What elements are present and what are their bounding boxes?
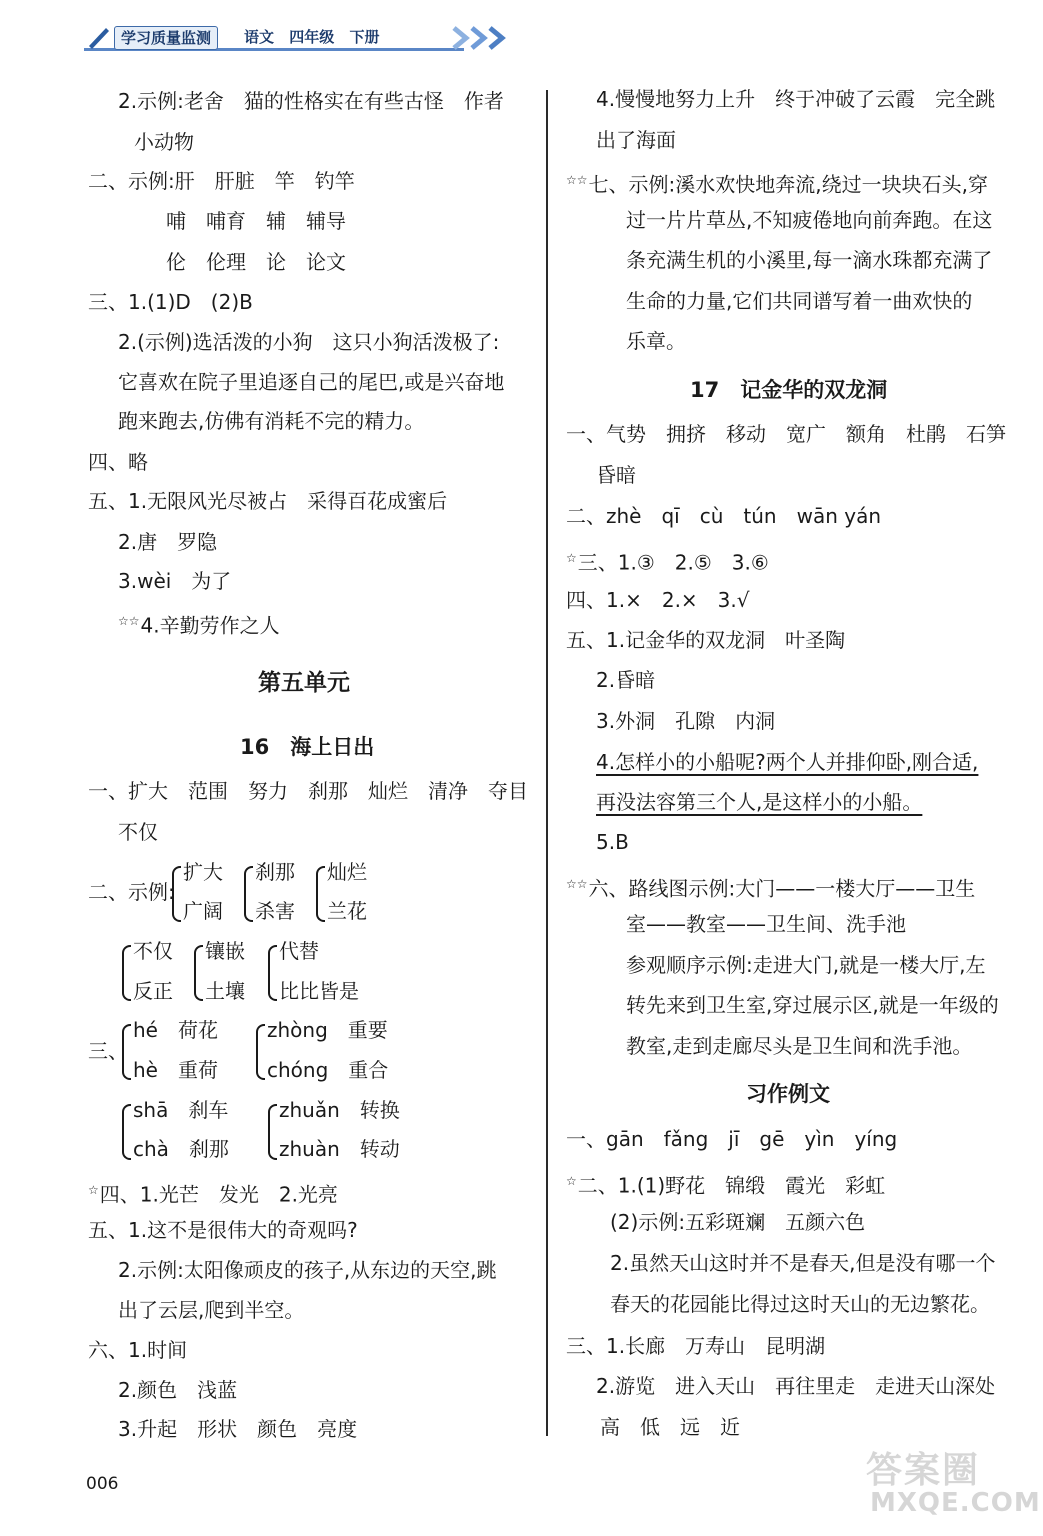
answer-line: 一、气势 拥挤 移动 宽广 额角 杜鹃 石笋: [566, 422, 1006, 446]
answer-line: 2.示例:老舍 猫的性格实在有些古怪 作者: [118, 89, 504, 113]
answer-line: ☆二、1.(1)野花 锦缎 霞光 彩虹: [566, 1173, 886, 1198]
answer-line: 2.示例:太阳像顽皮的孩子,从东边的天空,跳: [118, 1258, 497, 1282]
answer-line: 五、1.记金华的双龙洞 叶圣陶: [566, 628, 846, 652]
answer-line: 小动物: [134, 130, 194, 154]
answer-line: 五、1.这不是很伟大的奇观吗?: [88, 1218, 358, 1242]
answer-line: 高 低 远 近: [600, 1415, 740, 1439]
answer-line: 3.wèi 为了: [118, 569, 232, 593]
underlined-answer: 4.怎样小的小船呢?两个人并排仰卧,刚合适,: [596, 750, 979, 774]
page-number: 006: [86, 1474, 119, 1494]
brace: [268, 945, 277, 1001]
pinyin-word: zhuàn 转动: [279, 1137, 400, 1161]
brace: [194, 945, 203, 1001]
answer-line: 四、1.× 2.× 3.√: [566, 588, 750, 612]
answer-line: 教室,走到走廊尽头是卫生间和洗手池。: [626, 1034, 973, 1058]
answer-line: 三、1.(1)D (2)B: [88, 290, 253, 314]
pinyin-word: shā 刹车: [133, 1098, 229, 1122]
brace: [256, 1024, 265, 1080]
answer-line: 一、gān fǎng jī gē yìn yíng: [566, 1127, 898, 1151]
answer-line: 二、示例:: [88, 880, 175, 904]
word: 反正: [133, 979, 173, 1003]
pinyin-word: hè 重荷: [133, 1058, 218, 1082]
star-mark: ☆: [88, 1183, 99, 1197]
unit-title: 第五单元: [258, 670, 350, 696]
answer-line: ☆☆七、示例:溪水欢快地奔流,绕过一块块石头,穿: [566, 172, 988, 197]
answer-line: 生命的力量,它们共同谱写着一曲欢快的: [626, 289, 973, 313]
answer-line: 参观顺序示例:走进大门,就是一楼大厅,左: [626, 953, 986, 977]
answer-line: ☆三、1.③ 2.⑤ 3.⑥: [566, 550, 769, 575]
chevrons-icon: [452, 24, 522, 52]
answer-line: ☆☆六、路线图示例:大门——一楼大厅——卫生: [566, 876, 976, 901]
answer-line: 三、: [88, 1039, 128, 1063]
answer-line: 5.B: [596, 830, 629, 854]
brace: [172, 866, 181, 922]
book-info: 语文 四年级 下册: [244, 28, 380, 46]
answer-line: 哺 哺育 辅 辅导: [166, 209, 346, 233]
star-mark: ☆☆: [118, 614, 140, 628]
brace: [122, 1104, 131, 1160]
pen-icon: [86, 24, 112, 50]
answer-line: 2.游览 进入天山 再往里走 走进天山深处: [596, 1374, 996, 1398]
word: 扩大: [183, 860, 223, 884]
section-title: 习作例文: [746, 1082, 830, 1106]
brace: [244, 866, 253, 922]
answer-line: 二、示例:肝 肝脏 竿 钓竿: [88, 169, 355, 193]
answer-line: 3.升起 形状 颜色 亮度: [118, 1417, 358, 1441]
lesson-title: 16 海上日出: [240, 735, 375, 759]
pinyin-word: zhòng 重要: [267, 1018, 388, 1042]
answer-line: 二、zhè qī cù tún wān yán: [566, 504, 882, 528]
answer-line: 2.(示例)选活泼的小狗 这只小狗活泼极了:: [118, 330, 500, 354]
word: 不仅: [133, 939, 173, 963]
answer-line: 4.慢慢地努力上升 终于冲破了云霞 完全跳: [596, 87, 996, 111]
lesson-title: 17 记金华的双龙洞: [690, 378, 888, 402]
answer-line: ☆四、1.光芒 发光 2.光亮: [88, 1182, 338, 1207]
pinyin-word: chà 刹那: [133, 1137, 229, 1161]
answer-line: 五、1.无限风光尽被占 采得百花成蜜后: [88, 489, 448, 513]
pinyin-word: zhuǎn 转换: [279, 1098, 400, 1122]
answer-line: 春天的花园能比得过这时天山的无边繁花。: [610, 1292, 990, 1316]
answer-line: (2)示例:五彩斑斓 五颜六色: [610, 1210, 866, 1234]
answer-line: 出了海面: [596, 128, 676, 152]
answer-line: ☆☆4.辛勤劳作之人: [118, 613, 280, 638]
pinyin-word: chóng 重合: [267, 1058, 389, 1082]
watermark-logo: 答案圈: [866, 1450, 981, 1491]
star-mark: ☆: [566, 1174, 577, 1188]
answer-line: 它喜欢在院子里追逐自己的尾巴,或是兴奋地: [118, 370, 505, 394]
brace: [122, 945, 131, 1001]
answer-line: 出了云层,爬到半空。: [118, 1298, 305, 1322]
answer-line: 四、略: [88, 450, 148, 474]
word: 土壤: [205, 979, 245, 1003]
word: 兰花: [327, 899, 367, 923]
answer-line: 一、扩大 范围 努力 刹那 灿烂 清净 夺目: [88, 779, 528, 803]
word: 刹那: [255, 860, 295, 884]
brace: [268, 1104, 277, 1160]
answer-line: 2.虽然天山这时并不是春天,但是没有哪一个: [610, 1251, 996, 1275]
word: 杀害: [255, 899, 295, 923]
word: 比比皆是: [279, 979, 359, 1003]
star-mark: ☆☆: [566, 173, 588, 187]
word: 灿烂: [327, 860, 367, 884]
brace: [316, 866, 325, 922]
answer-line: 条充满生机的小溪里,每一滴水珠都充满了: [626, 248, 993, 272]
star-mark: ☆☆: [566, 877, 588, 891]
answer-line: 3.外洞 孔隙 内洞: [596, 709, 776, 733]
brace: [122, 1024, 131, 1080]
answer-line: 伦 伦理 论 论文: [166, 250, 346, 274]
answer-line: 不仅: [118, 820, 158, 844]
answer-line: 六、1.时间: [88, 1338, 188, 1362]
word: 广阔: [183, 899, 223, 923]
answer-line: 乐章。: [626, 329, 686, 353]
page-header: [84, 24, 524, 54]
answer-line: 三、1.长廊 万寿山 昆明湖: [566, 1334, 826, 1358]
star-mark: ☆: [566, 551, 577, 565]
series-title: 学习质量监测: [114, 26, 218, 50]
word: 代替: [279, 939, 319, 963]
column-divider: [546, 90, 548, 1436]
watermark-url: MXQE.COM: [870, 1488, 1041, 1518]
answer-line: 室——教室——卫生间、洗手池: [626, 912, 906, 936]
answer-line: 转先来到卫生室,穿过展示区,就是一年级的: [626, 993, 999, 1017]
answer-line: 2.唐 罗隐: [118, 530, 218, 554]
answer-line: 2.昏暗: [596, 668, 656, 692]
underlined-answer: 再没法容第三个人,是这样小的小船。: [596, 790, 923, 814]
word: 镶嵌: [205, 939, 245, 963]
pinyin-word: hé 荷花: [133, 1018, 218, 1042]
answer-line: 2.颜色 浅蓝: [118, 1378, 238, 1402]
answer-line: 昏暗: [596, 463, 636, 487]
answer-line: 过一片片草丛,不知疲倦地向前奔跑。在这: [626, 208, 993, 232]
answer-line: 跑来跑去,仿佛有消耗不完的精力。: [118, 409, 425, 433]
